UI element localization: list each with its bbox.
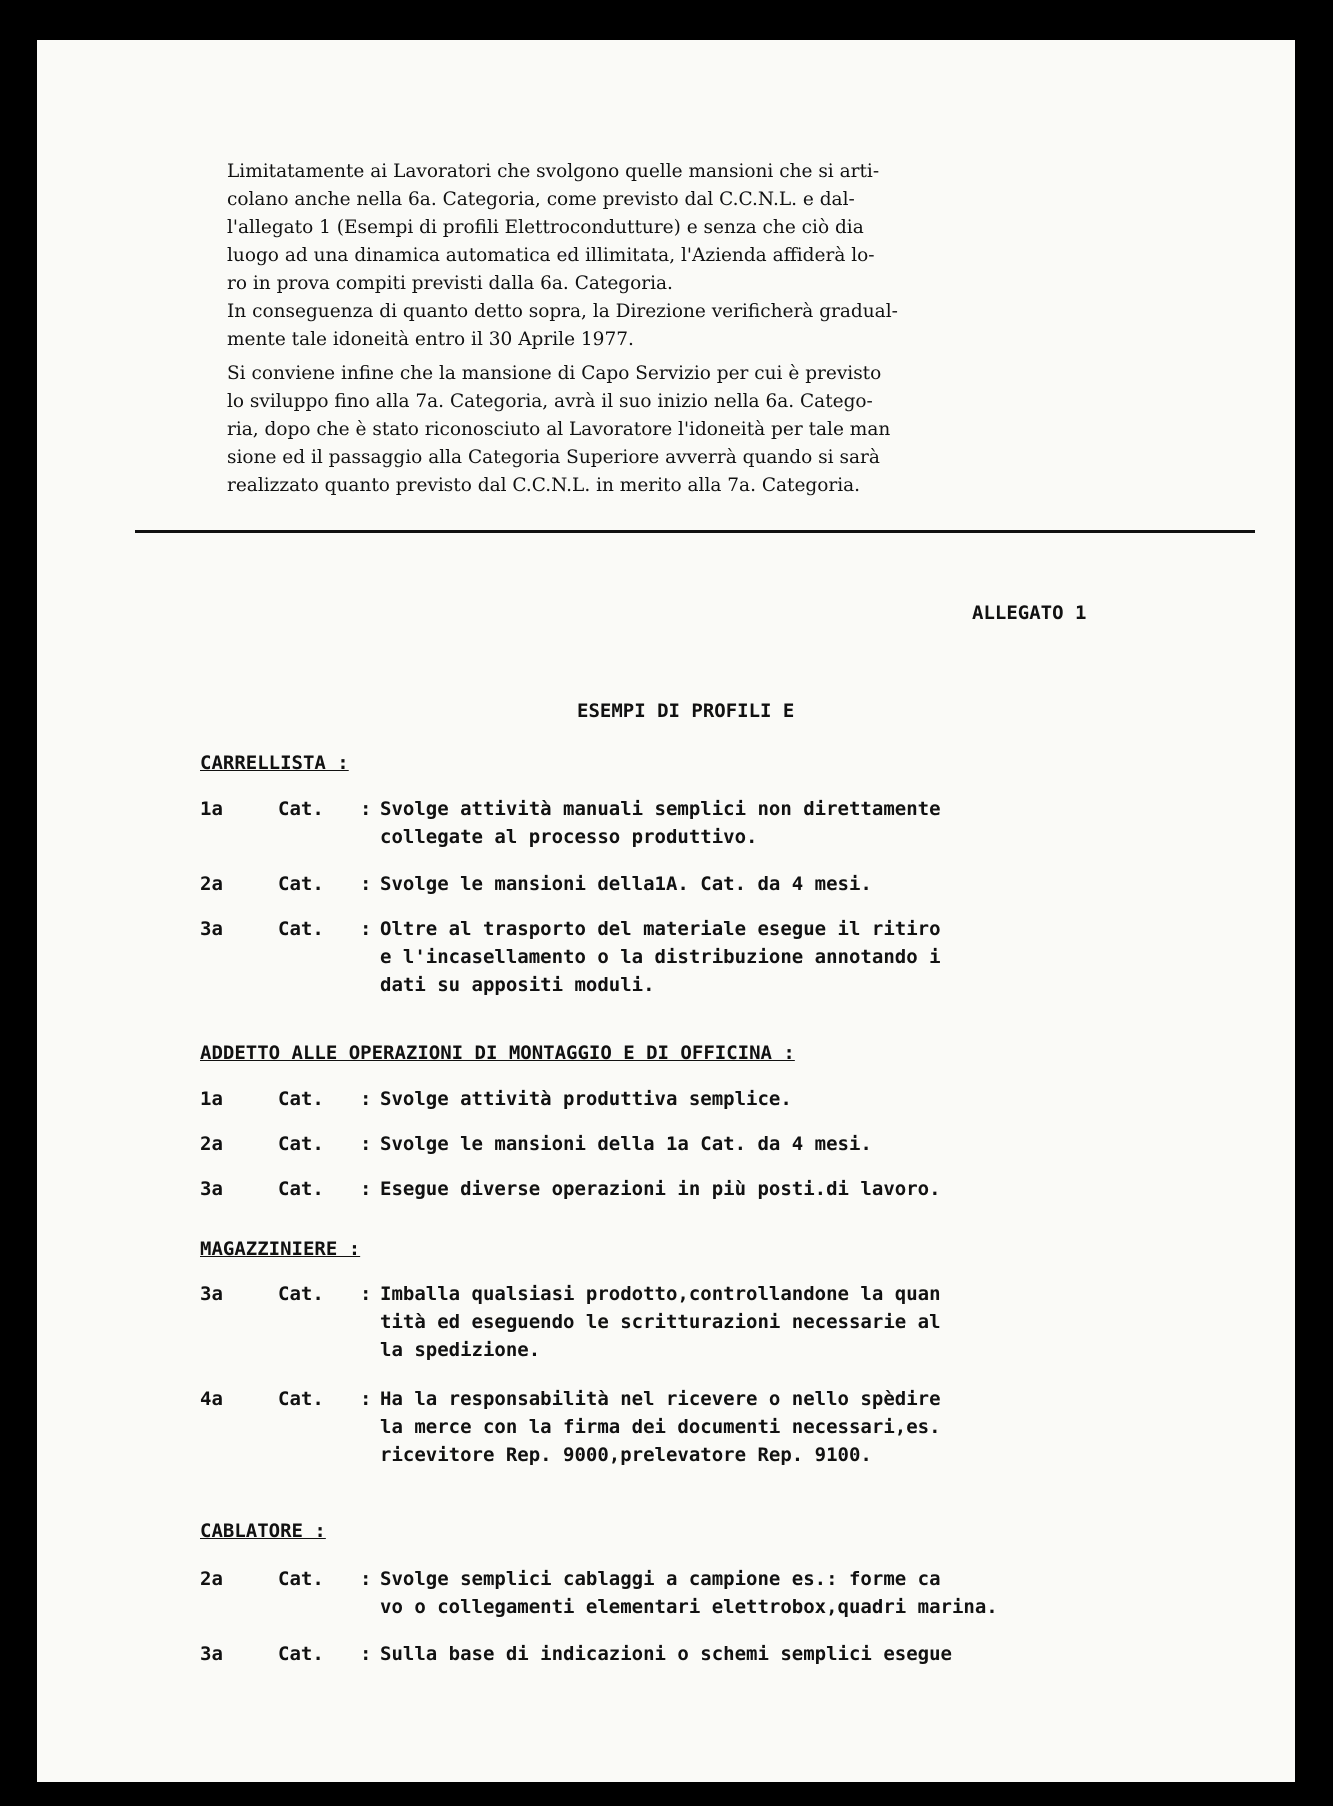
separator: : bbox=[360, 1133, 372, 1155]
intro-line: l'allegato 1 (Esempi di profili Elettrocondutture) e senza che ciò dia bbox=[227, 217, 864, 238]
section-title-magazziniere: MAGAZZINIERE : bbox=[200, 1238, 361, 1260]
intro-line: mente tale idoneità entro il 30 Aprile 1977. bbox=[227, 329, 634, 350]
category-number: 2a bbox=[200, 1133, 223, 1155]
category-number: 2a bbox=[200, 873, 223, 895]
category-number: 4a bbox=[200, 1388, 223, 1410]
intro-line: sione ed il passaggio alla Categoria Superiore avverrà quando si sarà bbox=[227, 447, 880, 468]
profile-description: Sulla base di indicazioni o schemi semplici esegue bbox=[380, 1643, 952, 1665]
section-divider bbox=[135, 530, 1255, 533]
profile-description: Svolge semplici cablaggi a campione es.: forme ca vo o collegamenti elementari elettrobox,quadri marina. bbox=[380, 1568, 998, 1618]
category-label: Cat. bbox=[278, 1388, 324, 1410]
profile-description: Esegue diverse operazioni in più posti.di lavoro. bbox=[380, 1178, 941, 1200]
category-label: Cat. bbox=[278, 1133, 324, 1155]
section-title-addetto: ADDETTO ALLE OPERAZIONI DI MONTAGGIO E DI OFFICINA : bbox=[200, 1042, 795, 1064]
intro-line: ria, dopo che è stato riconosciuto al Lavoratore l'idoneità per tale man bbox=[227, 419, 891, 440]
separator: : bbox=[360, 1178, 372, 1200]
separator: : bbox=[360, 918, 372, 940]
category-number: 2a bbox=[200, 1568, 223, 1590]
intro-line: lo sviluppo fino alla 7a. Categoria, avrà il suo inizio nella 6a. Catego- bbox=[227, 391, 873, 412]
category-label: Cat. bbox=[278, 1568, 324, 1590]
profile-description: Ha la responsabilità nel ricevere o nello spèdire la merce con la firma dei documenti necessari,es. ricevitore Rep. 9000,prelevatore Rep. 9100. bbox=[380, 1388, 941, 1466]
intro-line: Limitatamente ai Lavoratori che svolgono quelle mansioni che si arti- bbox=[227, 161, 880, 182]
separator: : bbox=[360, 873, 372, 895]
section-title-carrellista: CARRELLISTA : bbox=[200, 752, 349, 774]
category-number: 3a bbox=[200, 918, 223, 940]
esempi-title: ESEMPI DI PROFILI E bbox=[577, 700, 795, 722]
intro-line: Si conviene infine che la mansione di Capo Servizio per cui è previsto bbox=[227, 363, 882, 384]
category-label: Cat. bbox=[278, 918, 324, 940]
section-title-cablatore: CABLATORE : bbox=[200, 1520, 326, 1542]
profile-description: Svolge le mansioni della 1a Cat. da 4 mesi. bbox=[380, 1133, 872, 1155]
separator: : bbox=[360, 1568, 372, 1590]
category-label: Cat. bbox=[278, 873, 324, 895]
profile-description: Svolge attività manuali semplici non direttamente collegate al processo produttivo. bbox=[380, 798, 941, 848]
intro-line: In conseguenza di quanto detto sopra, la Direzione verificherà gradual- bbox=[227, 301, 898, 322]
category-label: Cat. bbox=[278, 1283, 324, 1305]
allegato-label: ALLEGATO 1 bbox=[972, 602, 1087, 624]
separator: : bbox=[360, 1088, 372, 1110]
category-label: Cat. bbox=[278, 798, 324, 820]
separator: : bbox=[360, 1643, 372, 1665]
profile-description: Svolge attività produttiva semplice. bbox=[380, 1088, 792, 1110]
category-number: 1a bbox=[200, 798, 223, 820]
category-number: 1a bbox=[200, 1088, 223, 1110]
intro-line: luogo ad una dinamica automatica ed illimitata, l'Azienda affiderà lo- bbox=[227, 245, 875, 266]
intro-text bbox=[227, 158, 1187, 500]
separator: : bbox=[360, 798, 372, 820]
document-page bbox=[37, 40, 1295, 1782]
category-number: 3a bbox=[200, 1283, 223, 1305]
profile-description: Oltre al trasporto del materiale esegue il ritiro e l'incasellamento o la distribuzione annotando i dati su appositi moduli. bbox=[380, 918, 941, 996]
separator: : bbox=[360, 1283, 372, 1305]
intro-line: realizzato quanto previsto dal C.C.N.L. in merito alla 7a. Categoria. bbox=[227, 475, 861, 496]
intro-line: ro in prova compiti previsti dalla 6a. Categoria. bbox=[227, 273, 673, 294]
category-label: Cat. bbox=[278, 1178, 324, 1200]
separator: : bbox=[360, 1388, 372, 1410]
category-number: 3a bbox=[200, 1643, 223, 1665]
category-label: Cat. bbox=[278, 1643, 324, 1665]
category-label: Cat. bbox=[278, 1088, 324, 1110]
intro-line: colano anche nella 6a. Categoria, come previsto dal C.C.N.L. e dal- bbox=[227, 189, 855, 210]
category-number: 3a bbox=[200, 1178, 223, 1200]
profile-description: Svolge le mansioni della1A. Cat. da 4 mesi. bbox=[380, 873, 872, 895]
profile-description: Imballa qualsiasi prodotto,controllandone la quan tità ed eseguendo le scritturazioni necessarie al la spedizione. bbox=[380, 1283, 941, 1361]
